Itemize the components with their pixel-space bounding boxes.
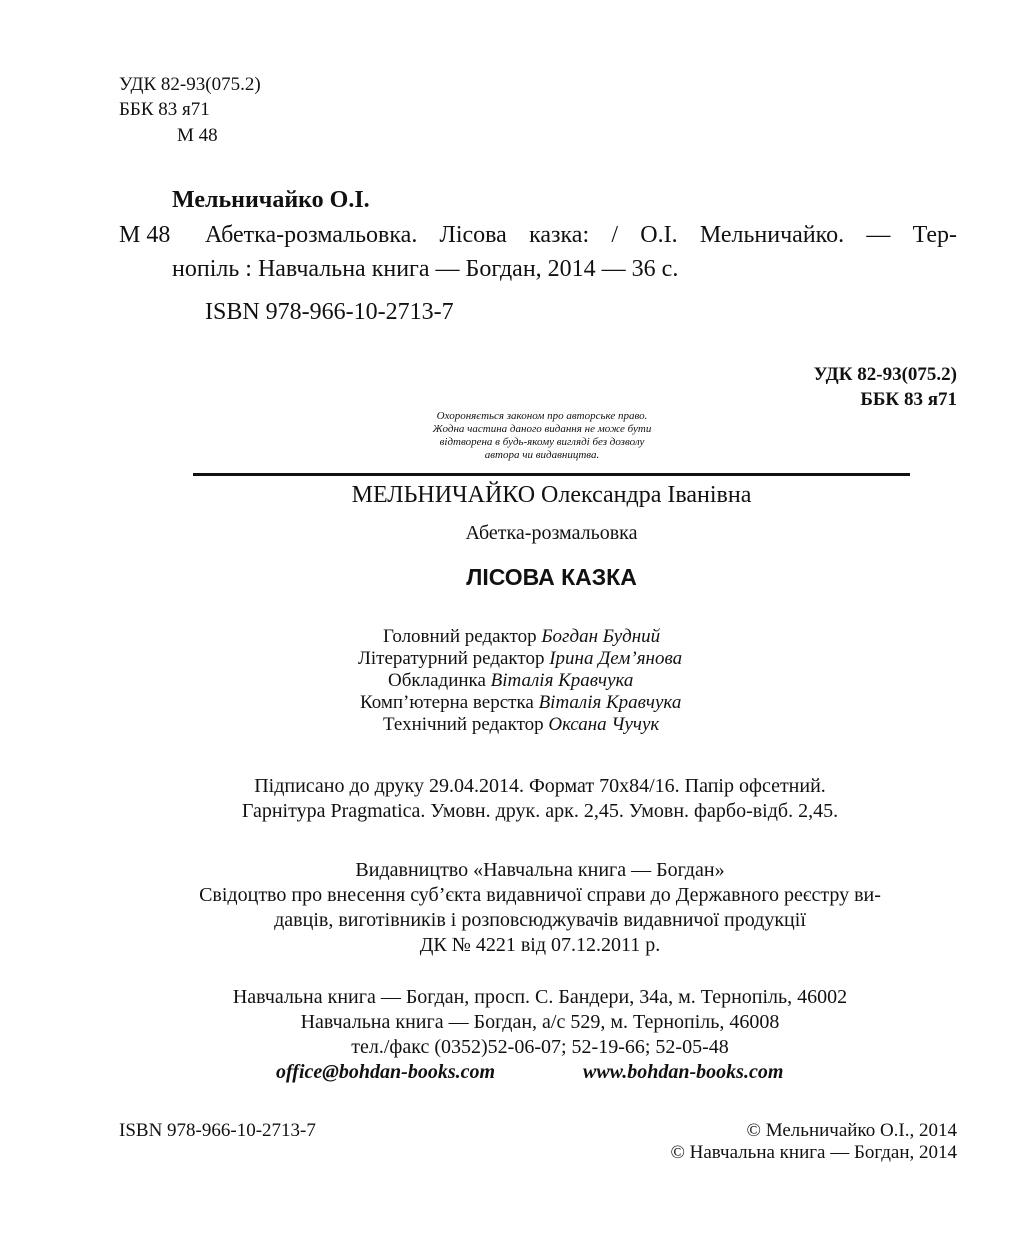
notice-line: Охороняється законом про авторське право. (436, 410, 648, 422)
author-mark: М 48 (177, 125, 218, 146)
credit-item (193, 714, 910, 736)
footer-isbn: ISBN 978-966-10-2713-7 (119, 1120, 316, 1141)
credit-item (193, 692, 910, 714)
notice-line: автора чи видавництва. (484, 449, 600, 461)
credit-role: Комп’ютерна верстка (360, 692, 534, 713)
credit-person: Ірина Дем’янова (549, 648, 683, 669)
credit-person: Оксана Чучук (548, 714, 660, 735)
udk-code: УДК 82-93(075.2) (119, 74, 261, 95)
print-info-line-1: Підписано до друку 29.04.2014. Формат 70х84/16. Папір офсетний. (254, 775, 826, 797)
contact-website[interactable]: www.bohdan-books.com (583, 1061, 784, 1083)
contact-address-1: Навчальна книга — Богдан, просп. С. Бандери, 34а, м. Тернопіль, 46002 (232, 986, 848, 1008)
publisher-name: Видавництво «Навчальна книга — Богдан» (355, 859, 725, 881)
bib-mark: М 48 (119, 222, 171, 248)
contact-email[interactable]: office@bohdan-books.com (276, 1061, 496, 1083)
right-udk-code: УДК 82-93(075.2) (813, 364, 957, 385)
right-bbk-code: ББК 83 я71 (860, 389, 957, 410)
author-surname: МЕЛЬНИЧАЙКО (351, 482, 536, 508)
book-type: Абетка-розмальовка (465, 522, 638, 544)
contact-phone: тел./факс (0352)52-06-07; 52-19-66; 52-05-48 (351, 1036, 729, 1058)
print-info-line-2: Гарнітура Pragmatica. Умовн. друк. арк. 2,45. Умовн. фарбо-відб. 2,45. (241, 800, 839, 822)
publisher-certificate-number: ДК № 4221 від 07.12.2011 р. (419, 934, 661, 956)
bib-line-1: Абетка-розмальовка. Лісова казка: / О.І. Мельничайко. — Тер- (205, 222, 957, 248)
credit-role: Обкладинка (388, 670, 486, 691)
divider-rule (193, 473, 910, 476)
book-title: ЛІСОВА КАЗКА (466, 564, 637, 590)
copyright-notice (392, 410, 692, 462)
bib-author: Мельничайко О.І. (172, 187, 370, 213)
credit-person: Віталія Кравчука (490, 670, 634, 691)
credit-item (193, 648, 910, 670)
credit-item (193, 670, 910, 692)
contact-address-2: Навчальна книга — Богдан, а/с 529, м. Тернопіль, 46008 (300, 1011, 780, 1033)
author-full-name (193, 482, 910, 509)
credit-person: Богдан Будний (541, 626, 661, 647)
footer-copyright-author: © Мельничайко О.І., 2014 (746, 1120, 957, 1141)
publisher-certificate-line-1: Свідоцтво про внесення суб’єкта видавничої справи до Державного реєстру ви- (199, 884, 881, 906)
credit-person: Віталія Кравчука (538, 692, 682, 713)
credit-role: Технічний редактор (383, 714, 544, 735)
notice-line: Жодна частина даного видання не може бути (432, 423, 652, 435)
footer-copyright-publisher: © Навчальна книга — Богдан, 2014 (670, 1142, 957, 1163)
bib-line-2: нопіль : Навчальна книга — Богдан, 2014 — 36 с. (172, 256, 679, 282)
credit-role: Літературний редактор (358, 648, 545, 669)
bbk-code: ББК 83 я71 (119, 99, 210, 120)
author-given-names: Олександра Іванівна (541, 482, 752, 508)
publisher-certificate-line-2: давців, виготівників і розповсюджувачів видавничої продукції (274, 909, 806, 931)
credit-role: Головний редактор (383, 626, 537, 647)
credit-item (193, 626, 910, 648)
notice-line: відтворена в будь-якому вигляді без дозволу (439, 436, 645, 448)
bib-isbn: ISBN 978-966-10-2713-7 (205, 299, 454, 325)
credits-list (193, 626, 910, 736)
